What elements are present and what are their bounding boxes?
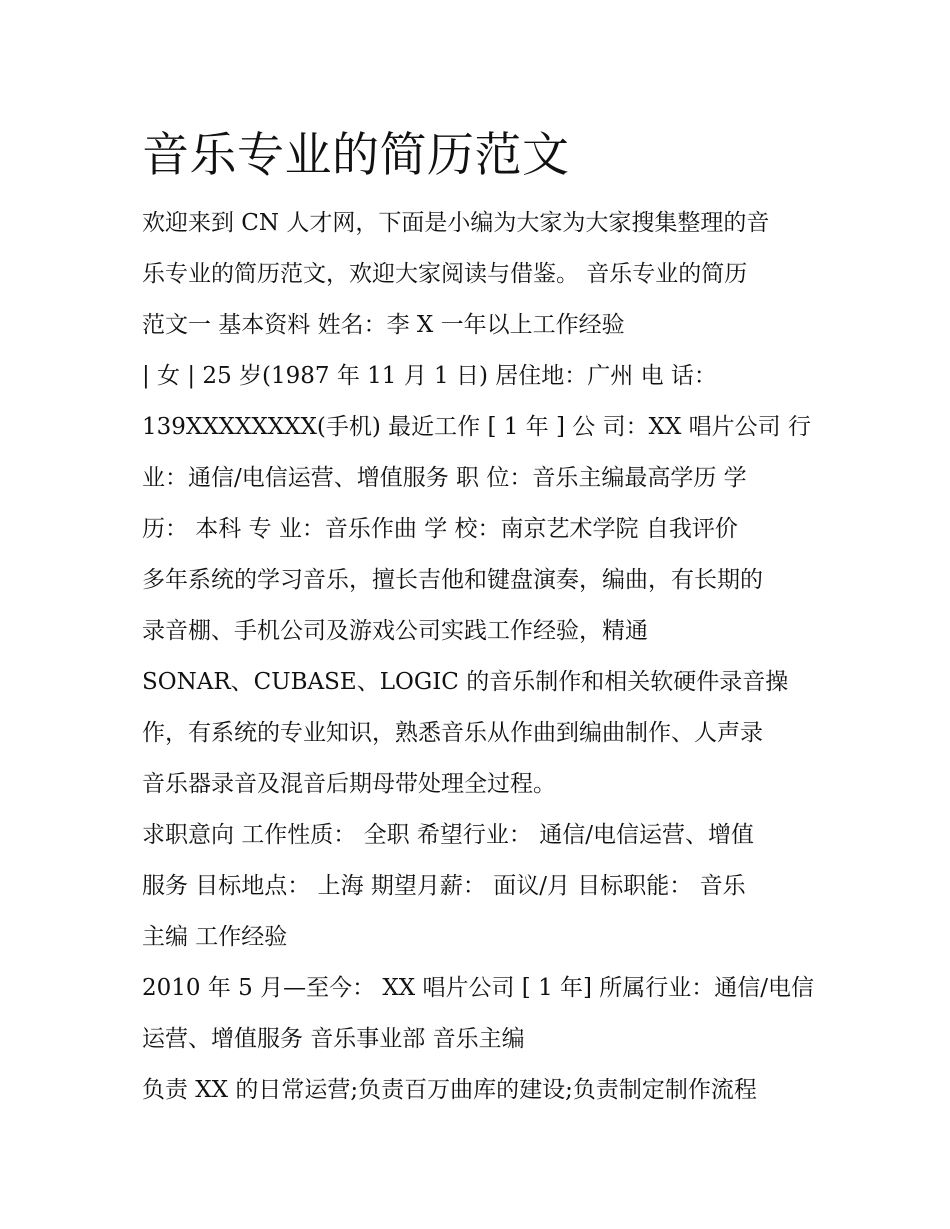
body-line: 2010 年 5 月—至今： XX 唱片公司 [ 1 年] 所属行业：通信/电信 bbox=[142, 975, 815, 1001]
document-body bbox=[142, 198, 822, 1116]
body-line: 运营、增值服务 音乐事业部 音乐主编 bbox=[142, 1026, 525, 1052]
body-line: 主编 工作经验 bbox=[142, 924, 288, 950]
body-line: 负责 XX 的日常运营;负责百万曲库的建设;负责制定制作流程 bbox=[142, 1077, 757, 1103]
body-line: | 女 | 25 岁(1987 年 11 月 1 日) 居住地：广州 电 话： bbox=[142, 363, 717, 389]
body-line: 乐专业的简历范文，欢迎大家阅读与借鉴。 音乐专业的简历 bbox=[142, 261, 748, 287]
body-line: 录音棚、手机公司及游戏公司实践工作经验，精通 bbox=[142, 618, 648, 644]
body-line: 业：通信/电信运营、增值服务 职 位：音乐主编最高学历 学 bbox=[142, 465, 747, 491]
body-line: 音乐器录音及混音后期母带处理全过程。 bbox=[142, 771, 556, 797]
body-line: SONAR、CUBASE、LOGIC 的音乐制作和相关软硬件录音操 bbox=[142, 669, 789, 695]
body-line: 139XXXXXXXX(手机) 最近工作 [ 1 年 ] 公 司：XX 唱片公司 行 bbox=[142, 414, 811, 440]
body-line: 欢迎来到 CN 人才网，下面是小编为大家为大家搜集整理的音 bbox=[142, 210, 770, 236]
body-line: 范文一 基本资料 姓名：李 X 一年以上工作经验 bbox=[142, 312, 625, 338]
body-line: 历： 本科 专 业：音乐作曲 学 校：南京艺术学院 自我评价 bbox=[142, 516, 738, 542]
document-title: 音乐专业的简历范文 bbox=[142, 128, 570, 183]
body-line: 服务 目标地点： 上海 期望月薪： 面议/月 目标职能： 音乐 bbox=[142, 873, 746, 899]
body-line: 求职意向 工作性质： 全职 希望行业： 通信/电信运营、增值 bbox=[142, 822, 754, 848]
body-line: 多年系统的学习音乐，擅长吉他和键盘演奏，编曲，有长期的 bbox=[142, 567, 763, 593]
body-line: 作，有系统的专业知识，熟悉音乐从作曲到编曲制作、人声录 bbox=[142, 720, 763, 746]
